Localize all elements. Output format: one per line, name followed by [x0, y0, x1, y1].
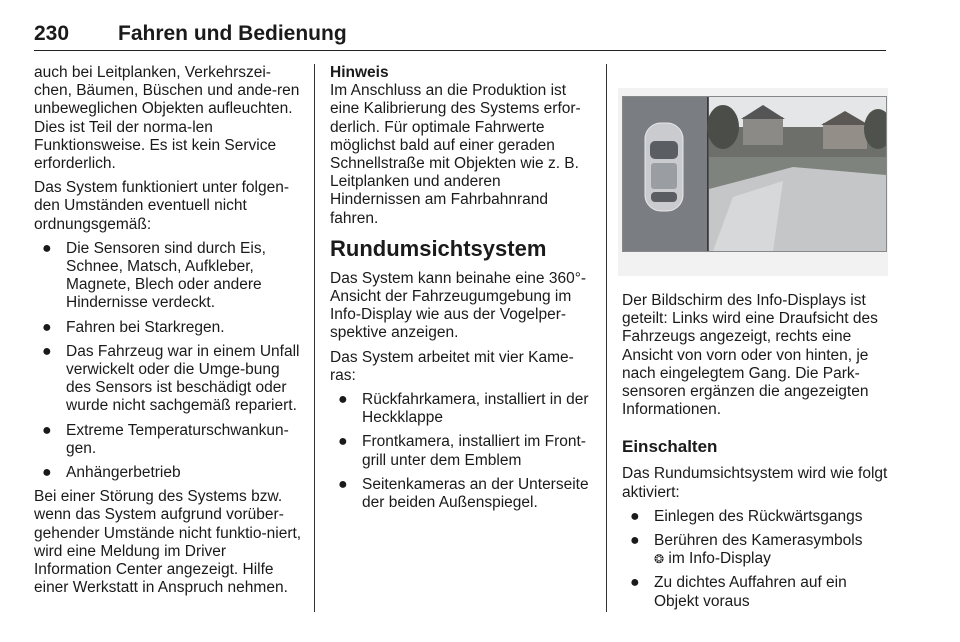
bullet-icon: ● — [42, 464, 52, 482]
bullet-icon: ● — [630, 574, 640, 592]
list-item: ● Zu dichtes Auffahren auf ein Objekt voraus — [630, 574, 847, 610]
list-item: ● Anhängerbetrieb — [42, 464, 181, 482]
column-left — [34, 64, 304, 603]
bullet-icon: ● — [338, 433, 348, 451]
bullet-icon: ● — [338, 475, 348, 493]
camera-view-panel — [707, 97, 886, 251]
page-number: 230 — [34, 22, 70, 45]
list-item: ● Frontkamera, installiert im Front-grill unter dem Emblem — [338, 433, 586, 469]
section-heading: Rundumsichtsystem — [330, 235, 547, 261]
paragraph: Das System kann beinahe eine 360°-Ansicht der Fahrzeugumgebung im Info-Display wie aus der Vogelper-spektive anzeigen. — [330, 269, 587, 342]
bullet-list — [34, 240, 304, 482]
bullet-icon: ● — [42, 239, 52, 257]
bullet-icon: ● — [630, 507, 640, 525]
list-item: ● Extreme Temperaturschwankun-gen. — [42, 421, 289, 457]
column-right — [622, 292, 888, 617]
figure-caption: Der Bildschirm des Info-Displays ist geteilt: Links wird eine Draufsicht des Fahrzeugs angezeigt, rechts eine Ansicht von vorn oder von hinten, je nach eingelegtem Gang. Die Park-sensoren ergänzen die angezeigten Informationen. — [622, 292, 878, 419]
section-heading: Einschalten — [622, 437, 718, 457]
bullet-icon: ● — [42, 421, 52, 439]
bullet-icon: ● — [42, 318, 52, 336]
car-top-view-icon — [645, 123, 683, 211]
list-item: ● Das Fahrzeug war in einem Unfall verwickelt oder die Umge-bung des Sensors ist beschädigt oder wurde nicht sachgemäß repariert. — [42, 342, 300, 415]
list-item: ● Die Sensoren sind durch Eis, Schnee, Matsch, Aufkleber, Magnete, Blech oder andere Hindernisse verdeckt. — [42, 239, 266, 312]
surround-view-image — [622, 96, 887, 252]
list-item: ● Rückfahrkamera, installiert in der Heckklappe — [338, 391, 589, 427]
note-title: Hinweis — [330, 64, 389, 81]
paragraph: Das Rundumsichtsystem wird wie folgt aktiviert: — [622, 465, 888, 501]
bullet-icon: ● — [630, 532, 640, 550]
bullet-icon: ● — [42, 342, 52, 360]
paragraph: Das System funktioniert unter folgen-den Umständen eventuell nicht ordnungsgemäß: — [34, 179, 290, 233]
list-item: ● Einlegen des Rückwärtsgangs — [630, 507, 863, 525]
column-divider — [314, 64, 315, 612]
column-divider — [606, 64, 607, 612]
bullet-list — [330, 391, 592, 512]
list-item: ● Berühren des Kamerasymbols ❂ im Info-Display — [630, 532, 863, 568]
page-header — [34, 8, 886, 51]
bullet-list — [622, 508, 888, 611]
paragraph: auch bei Leitplanken, Verkehrszei-chen, Bäumen, Büschen und ande-ren unbeweglichen Objekten aufleuchten. Dies ist Teil der norma-len Funktionsweise. Es ist kein Service erforderlich. — [34, 64, 300, 173]
paragraph: Bei einer Störung des Systems bzw. wenn das System aufgrund vorüber-gehender Umstände nicht funktio-niert, wird eine Meldung im Driver Information Center angezeigt. Hilfe einer Werkstatt in Anspruch nehmen. — [34, 488, 302, 597]
column-middle — [330, 64, 592, 518]
surround-view-illustration — [623, 97, 886, 251]
camera-settings-icon: ❂ — [654, 552, 665, 567]
bullet-icon: ● — [338, 391, 348, 409]
list-item: ● Seitenkameras an der Unterseite der beiden Außenspiegel. — [338, 475, 589, 512]
note-box — [330, 64, 592, 228]
list-item: ● Fahren bei Starkregen. — [42, 318, 225, 336]
paragraph: Das System arbeitet mit vier Kame-ras: — [330, 348, 574, 384]
note-text: Im Anschluss an die Produktion ist eine Kalibrierung des Systems erfor-derlich. Für optimale Fahrwerte möglichst bald auf einer geraden Schnellstraße mit Objekten wie z. B. Leitplanken und anderen Hindernissen am Fahrbahnrand fahren. — [330, 82, 581, 227]
page-title: Fahren und Bedienung — [118, 22, 347, 45]
